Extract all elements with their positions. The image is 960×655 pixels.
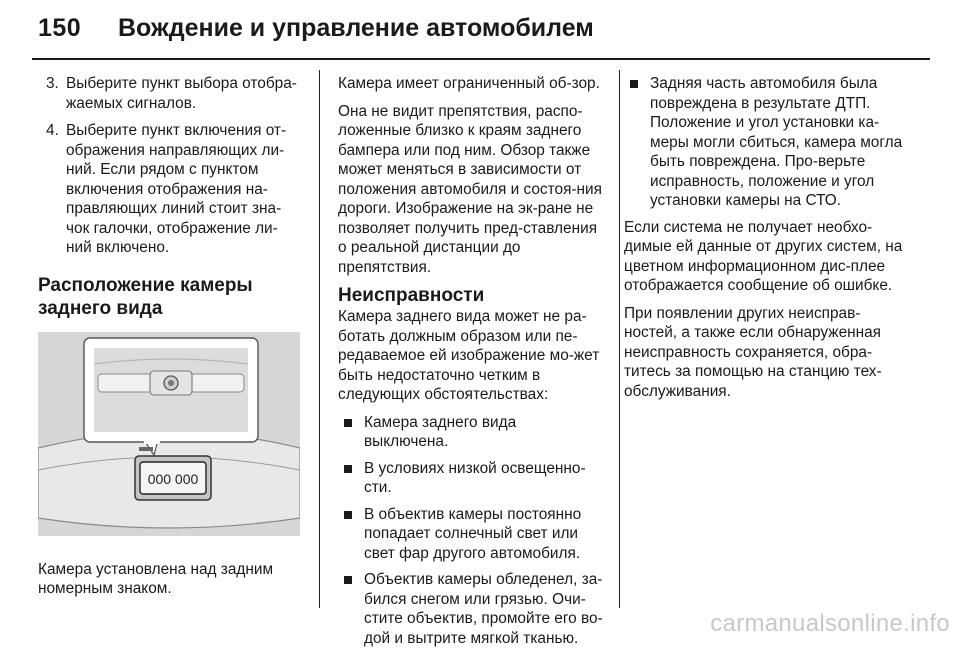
column-divider-right (619, 70, 620, 608)
list-item: Объектив камеры обледенел, за-бился снегом или грязью. Очи-стите объектив, промойте его во-дой и вытрите мягкой тканью. (338, 570, 604, 648)
list-item: Камера заднего вида выключена. (338, 413, 604, 452)
callout-pointer-cover (144, 436, 160, 444)
column-2 (338, 74, 604, 655)
paragraph-malfunction-intro: Камера заднего вида может не ра-ботать должным образом или пе-редаваемое ей изображение мо-жет быть недостаточно четким в следующих обстоятельствах: (338, 308, 600, 403)
page-number: 150 (38, 14, 82, 42)
watermark: carmanualsonline.info (710, 610, 950, 637)
step-number: 3. (46, 75, 59, 92)
camera-lens-center (168, 380, 174, 386)
paragraph-service-station: При появлении других неисправ-ностей, а также если обнаруженная неисправность сохраняется, обра-титесь за помощью на станцию тех-обслуживания. (624, 304, 882, 400)
step-item (38, 121, 300, 258)
column-1 (38, 74, 300, 607)
list-item: В условиях низкой освещенно-сти. (338, 459, 604, 498)
column-divider-left (319, 70, 320, 608)
malfunction-list (338, 413, 604, 649)
paragraph-obstacles: Она не видит препятствия, распо-ложенные близко к краям заднего бампера или под ним. Обзор также может меняться в зависимости от положения автомобиля и состоя-ния дороги. Изображение на эк-ране не позволяет получить пред-ставления о реальной дистанции до препятствия. (338, 102, 602, 276)
camera-location-illustration (38, 332, 300, 536)
page-title: Вождение и управление автомобилем (118, 14, 594, 42)
section-heading-camera-location: Расположение камеры заднего вида (38, 274, 253, 319)
list-item: Задняя часть автомобиля была повреждена в результате ДТП. Положение и угол установки ка-меры могли сбиться, камера могла быть повреждена. Про-верьте исправность, положение и угол установки камеры на СТО. (624, 74, 908, 211)
column-3 (624, 74, 908, 409)
figure-caption: Камера установлена над задним номерным знаком. (38, 560, 274, 597)
step-text: Выберите пункт выбора отобра-жаемых сигналов. (66, 75, 297, 112)
paragraph-error-message: Если система не получает необхо-димые ей данные от других систем, на цветном информационном дис-плее отображается сообщение об ошибке. (624, 218, 903, 294)
step-item (38, 74, 300, 113)
list-item: В объектив камеры постоянно попадает солнечный свет или свет фар другого автомобиля. (338, 505, 604, 564)
paragraph-limited-view: Камера имеет ограниченный об-зор. (338, 75, 600, 92)
step-number: 4. (46, 122, 59, 139)
camera-mount-small (139, 447, 153, 451)
rear-camera-figure (38, 332, 300, 536)
section-heading-malfunctions: Неисправности (338, 285, 485, 306)
steps-list (38, 74, 300, 258)
step-text: Выберите пункт включения от-ображения направляющих ли-ний. Если рядом с пунктом включения отображения на-правляющих линий стоит зна-чок галочки, отображение ли-ний включено. (66, 122, 287, 256)
license-plate-number: 000 000 (147, 470, 199, 487)
damage-list (624, 74, 908, 211)
header-rule (32, 58, 930, 60)
